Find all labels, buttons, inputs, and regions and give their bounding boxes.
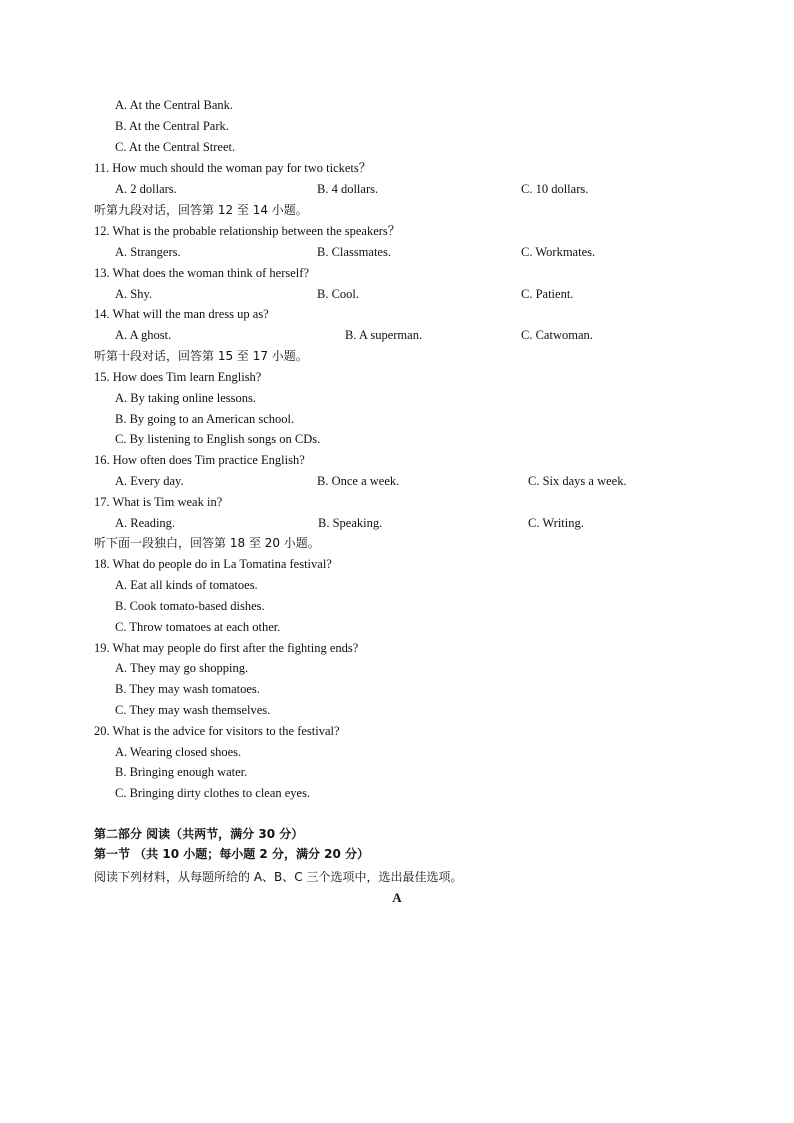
passage-label: A bbox=[392, 890, 402, 905]
q20-option-b: B. Bringing enough water. bbox=[115, 765, 248, 779]
q17-option-c: C. Writing. bbox=[528, 516, 584, 530]
q19-option-b: B. They may wash tomatoes. bbox=[115, 682, 260, 696]
q16-option-a: A. Every day. bbox=[115, 474, 184, 488]
q11-option-b: B. 4 dollars. bbox=[317, 182, 379, 196]
q13-option-a: A. Shy. bbox=[115, 287, 153, 301]
q14-option-c: C. Catwoman. bbox=[521, 328, 593, 342]
q13-option-b: B. Cool. bbox=[317, 287, 360, 301]
q11-option-a: A. 2 dollars. bbox=[115, 182, 177, 196]
q20-option-a: A. Wearing closed shoes. bbox=[115, 745, 242, 759]
q15-question: 15. How does Tim learn English? bbox=[94, 370, 262, 384]
q10-option-b: B. At the Central Park. bbox=[115, 119, 229, 133]
q13-option-c: C. Patient. bbox=[521, 287, 574, 301]
q12-question: 12. What is the probable relationship between the speakers？ bbox=[94, 224, 401, 238]
q11-option-c: C. 10 dollars. bbox=[521, 182, 589, 196]
q19-option-c: C. They may wash themselves. bbox=[115, 703, 271, 717]
q14-question: 14. What will the man dress up as? bbox=[94, 307, 269, 321]
q10-option-a: A. At the Central Bank. bbox=[115, 98, 234, 112]
q17-option-a: A. Reading. bbox=[115, 516, 176, 530]
q16-option-c: C. Six days a week. bbox=[528, 474, 627, 488]
instruction-dialogue-9: 听第九段对话，回答第 12 至 14 小题。 bbox=[94, 203, 308, 217]
q13-question: 13. What does the woman think of herself? bbox=[94, 266, 309, 280]
q18-option-a: A. Eat all kinds of tomatoes. bbox=[115, 578, 258, 592]
part2-instruction: 阅读下列材料，从每题所给的 A、B、C 三个选项中，选出最佳选项。 bbox=[94, 870, 463, 884]
q14-option-b: B. A superman. bbox=[345, 328, 423, 342]
instruction-dialogue-10: 听第十段对话，回答第 15 至 17 小题。 bbox=[94, 349, 308, 363]
q11-question: 11. How much should the woman pay for two tickets？ bbox=[94, 161, 372, 175]
part2-title: 第二部分 阅读（共两节，满分 30 分） bbox=[94, 827, 304, 841]
part2-section1-heading: 第一节 （共 10 小题；每小题 2 分，满分 20 分） bbox=[94, 847, 369, 861]
q20-option-c: C. Bringing dirty clothes to clean eyes. bbox=[115, 786, 311, 800]
q12-option-a: A. Strangers. bbox=[115, 245, 181, 259]
q18-question: 18. What do people do in La Tomatina festival? bbox=[94, 557, 332, 571]
q19-question: 19. What may people do first after the fighting ends? bbox=[94, 641, 359, 655]
q16-question: 16. How often does Tim practice English? bbox=[94, 453, 305, 467]
q12-option-c: C. Workmates. bbox=[521, 245, 596, 259]
q16-option-b: B. Once a week. bbox=[317, 474, 400, 488]
q18-option-c: C. Throw tomatoes at each other. bbox=[115, 620, 281, 634]
q12-option-b: B. Classmates. bbox=[317, 245, 391, 259]
q17-option-b: B. Speaking. bbox=[318, 516, 383, 530]
q15-option-b: B. By going to an American school. bbox=[115, 412, 295, 426]
q15-option-a: A. By taking online lessons. bbox=[115, 391, 256, 405]
q20-question: 20. What is the advice for visitors to the festival? bbox=[94, 724, 340, 738]
q14-option-a: A. A ghost. bbox=[115, 328, 172, 342]
q19-option-a: A. They may go shopping. bbox=[115, 661, 249, 675]
instruction-monologue: 听下面一段独白，回答第 18 至 20 小题。 bbox=[94, 536, 320, 550]
q10-option-c: C. At the Central Street. bbox=[115, 140, 236, 154]
q18-option-b: B. Cook tomato-based dishes. bbox=[115, 599, 265, 613]
q17-question: 17. What is Tim weak in? bbox=[94, 495, 223, 509]
q15-option-c: C. By listening to English songs on CDs. bbox=[115, 432, 321, 446]
